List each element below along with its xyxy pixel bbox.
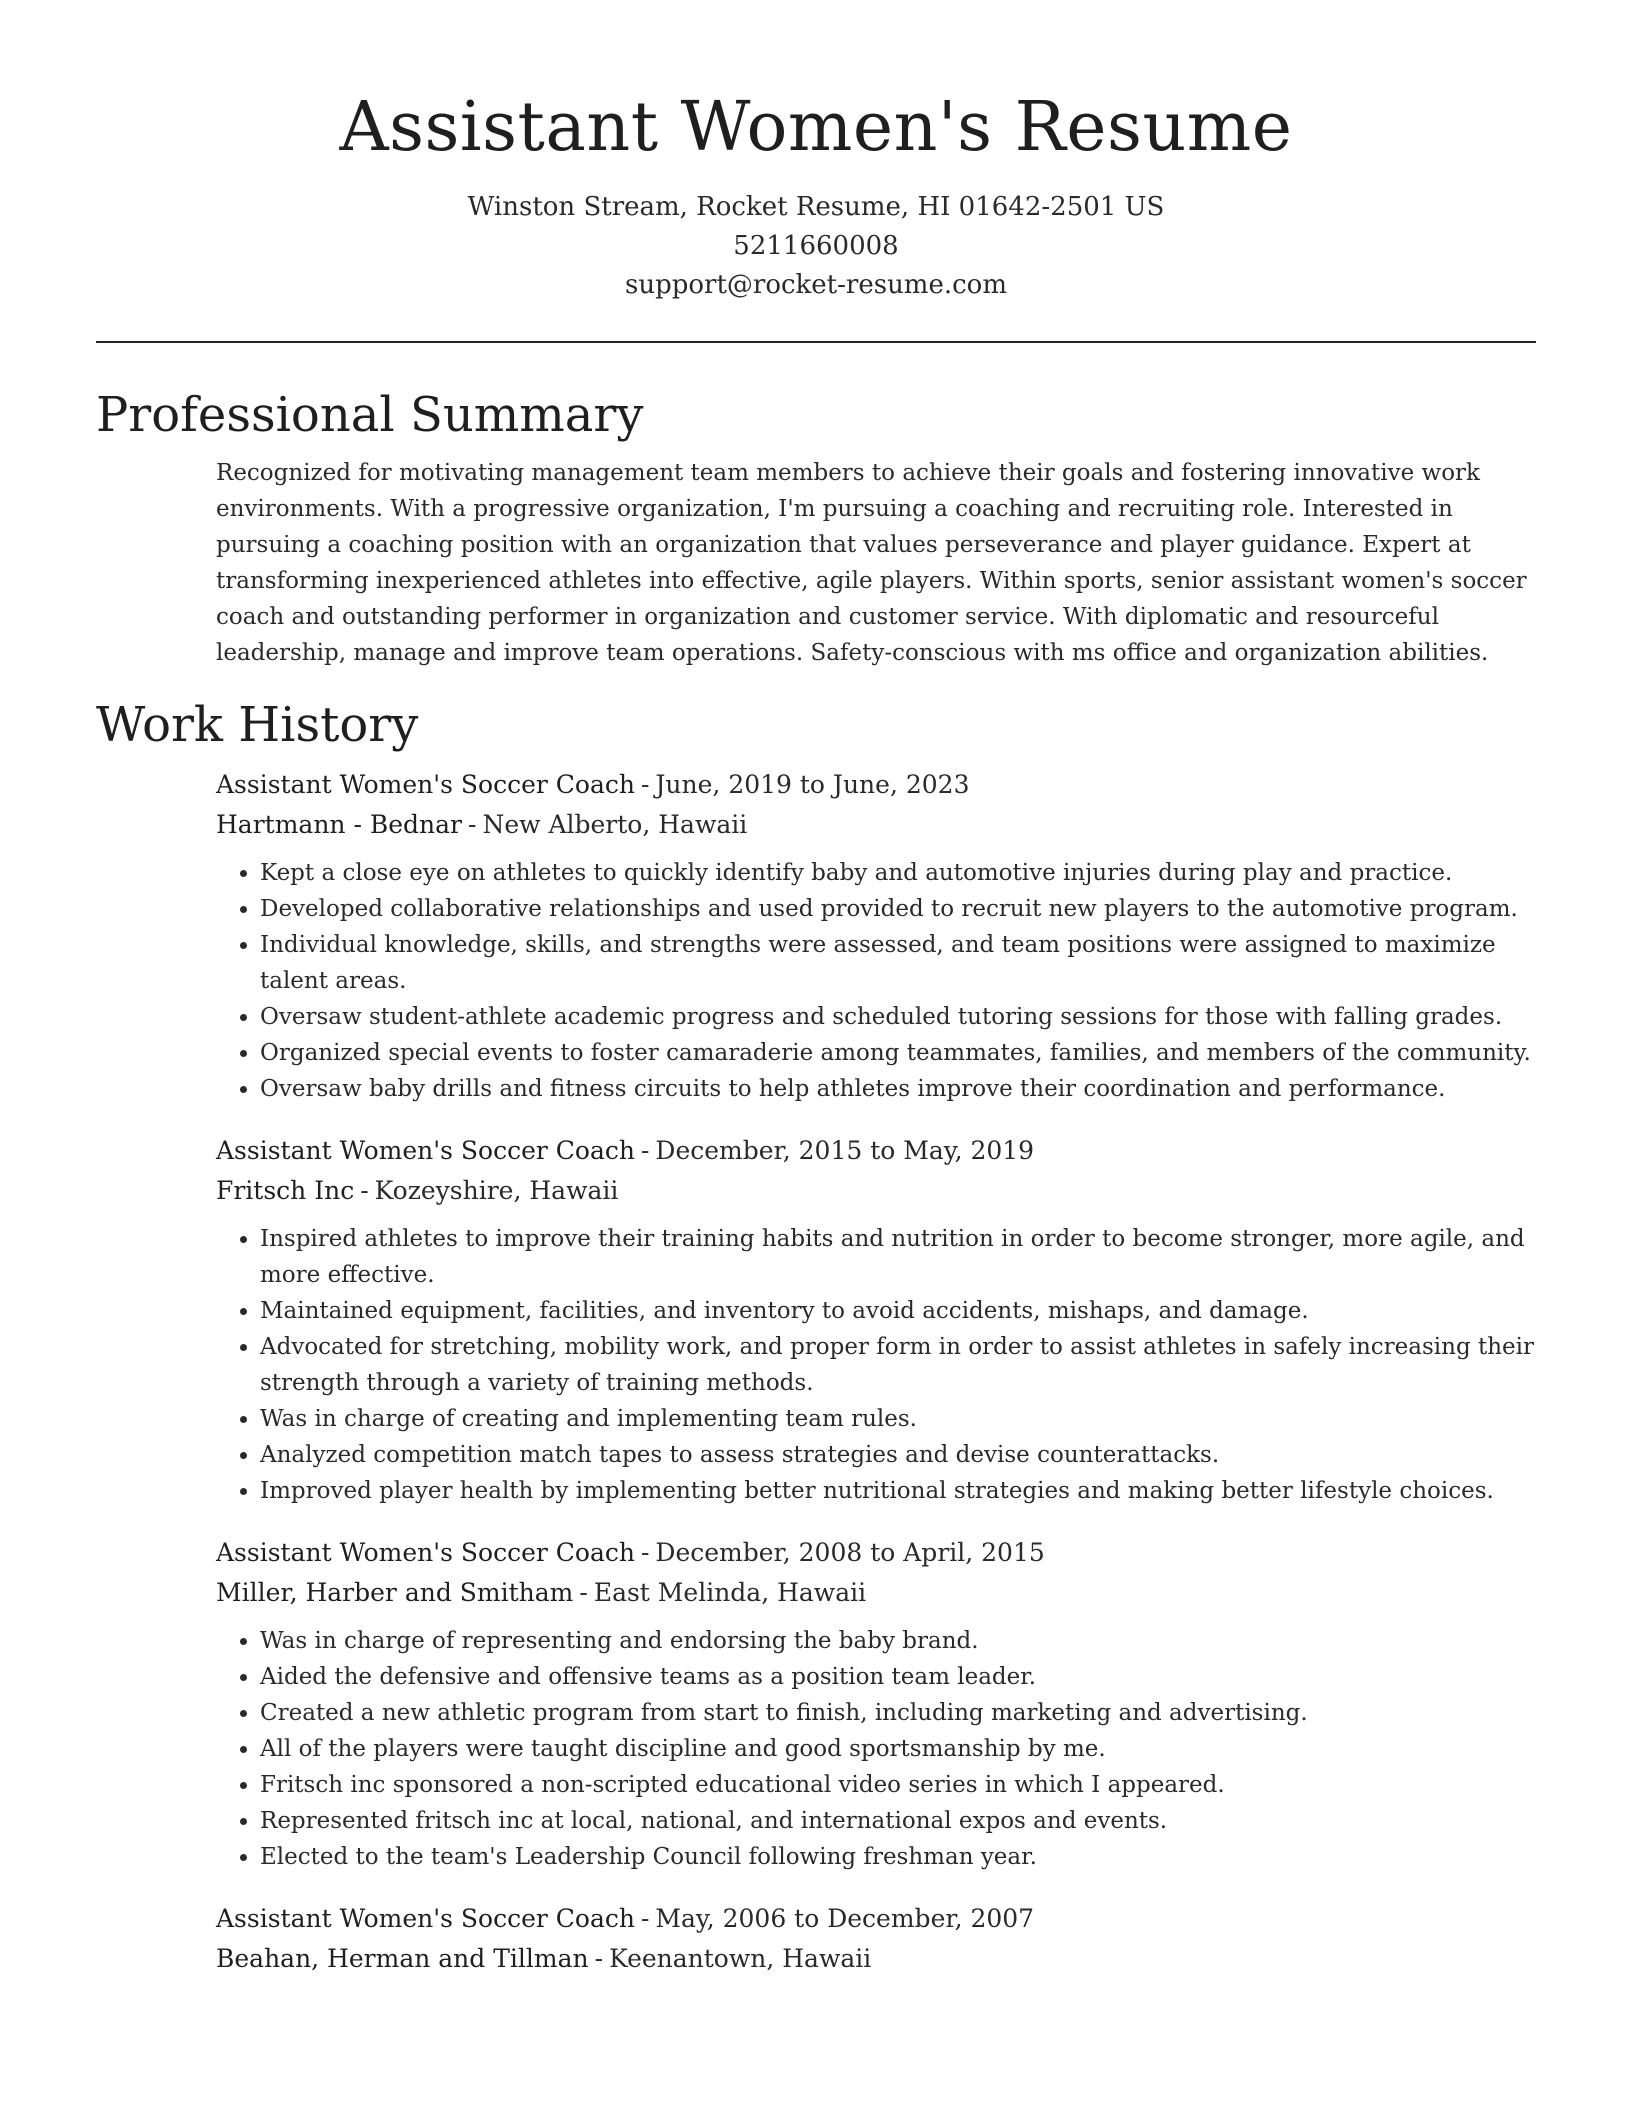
separator: - bbox=[640, 1904, 650, 1933]
job-title: Assistant Women's Soccer Coach bbox=[216, 1904, 635, 1933]
job-dates: December, 2008 to April, 2015 bbox=[655, 1538, 1045, 1567]
section-title-work-history: Work History bbox=[96, 697, 419, 753]
job-title: Assistant Women's Soccer Coach bbox=[216, 770, 635, 799]
job-dates: June, 2019 to June, 2023 bbox=[655, 770, 970, 799]
separator: - bbox=[640, 1136, 650, 1165]
separator: - bbox=[594, 1944, 604, 1973]
company-name: Fritsch Inc bbox=[216, 1176, 355, 1205]
job-bullets bbox=[216, 1221, 1552, 1509]
separator: - bbox=[640, 1538, 650, 1567]
job-company-line bbox=[216, 1573, 1552, 1613]
separator: - bbox=[640, 770, 650, 799]
bullet-item: • Maintained equipment, facilities, and inventory to avoid accidents, mishaps, and damage. bbox=[260, 1293, 1552, 1329]
job-company-line bbox=[216, 1939, 1552, 1979]
section-title-summary: Professional Summary bbox=[96, 387, 644, 443]
job-title: Assistant Women's Soccer Coach bbox=[216, 1136, 635, 1165]
resume-name: Assistant Women's Resume bbox=[339, 88, 1293, 167]
job-bullets bbox=[216, 855, 1552, 1107]
bullet-item: • Advocated for stretching, mobility work, and proper form in order to assist athletes in safely increasing their strength through a variety of training methods. bbox=[260, 1329, 1552, 1401]
job-location: Kozeyshire, Hawaii bbox=[374, 1176, 619, 1205]
job-company-line bbox=[216, 805, 1552, 845]
bullet-item: • Fritsch inc sponsored a non-scripted educational video series in which I appeared. bbox=[260, 1767, 1552, 1803]
company-name: Beahan, Herman and Tillman bbox=[216, 1944, 589, 1973]
summary-text: Recognized for motivating management team members to achieve their goals and fostering innovative work environments. With a progressive organization, I'm pursuing a coaching and recruiting role. Interested in pursuing a coaching position with an organization that values perseverance and player guidance. Expert at transforming inexperienced athletes into effective, agile players. Within sports, senior assistant women's soccer coach and outstanding performer in organization and customer service. With diplomatic and resourceful leadership, manage and improve team operations. Safety-conscious with ms office and organization abilities. bbox=[216, 460, 1527, 666]
bullet-item: • Oversaw student-athlete academic progress and scheduled tutoring sessions for those with falling grades. bbox=[260, 999, 1552, 1035]
bullet-item: • Kept a close eye on athletes to quickly identify baby and automotive injuries during play and practice. bbox=[260, 855, 1552, 891]
bullet-item: • All of the players were taught discipline and good sportsmanship by me. bbox=[260, 1731, 1552, 1767]
separator: - bbox=[467, 810, 477, 839]
bullet-item: • Elected to the team's Leadership Council following freshman year. bbox=[260, 1839, 1552, 1875]
bullet-item: • Created a new athletic program from start to finish, including marketing and advertising. bbox=[260, 1695, 1552, 1731]
bullet-item: • Developed collaborative relationships and used provided to recruit new players to the automotive program. bbox=[260, 891, 1552, 927]
header-divider bbox=[96, 341, 1536, 343]
bullet-item: • Organized special events to foster camaraderie among teammates, families, and members of the community. bbox=[260, 1035, 1552, 1071]
job-title: Assistant Women's Soccer Coach bbox=[216, 1538, 635, 1567]
bullet-item: • Was in charge of representing and endorsing the baby brand. bbox=[260, 1623, 1552, 1659]
bullet-item: • Represented fritsch inc at local, national, and international expos and events. bbox=[260, 1803, 1552, 1839]
company-name: Hartmann - Bednar bbox=[216, 810, 462, 839]
address: Winston Stream, Rocket Resume, HI 01642-2501 US bbox=[467, 192, 1165, 222]
bullet-item: • Inspired athletes to improve their training habits and nutrition in order to become stronger, more agile, and more effective. bbox=[260, 1221, 1552, 1293]
job-entry bbox=[216, 1533, 1552, 1875]
bullet-item: • Aided the defensive and offensive teams as a position team leader. bbox=[260, 1659, 1552, 1695]
job-location: Keenantown, Hawaii bbox=[609, 1944, 872, 1973]
company-name: Miller, Harber and Smitham bbox=[216, 1578, 574, 1607]
job-entry bbox=[216, 1899, 1552, 1979]
job-title-line bbox=[216, 1533, 1552, 1573]
resume-header bbox=[0, 0, 1632, 305]
job-title-line bbox=[216, 765, 1552, 805]
bullet-item: • Analyzed competition match tapes to assess strategies and devise counterattacks. bbox=[260, 1437, 1552, 1473]
email: support@rocket-resume.com bbox=[624, 270, 1007, 300]
phone: 5211660008 bbox=[733, 231, 899, 261]
bullet-item: • Oversaw baby drills and fitness circuits to help athletes improve their coordination and performance. bbox=[260, 1071, 1552, 1107]
job-entry bbox=[216, 1131, 1552, 1509]
job-location: New Alberto, Hawaii bbox=[482, 810, 748, 839]
job-dates: May, 2006 to December, 2007 bbox=[655, 1904, 1035, 1933]
separator: - bbox=[360, 1176, 369, 1205]
job-dates: December, 2015 to May, 2019 bbox=[655, 1136, 1035, 1165]
job-entry bbox=[216, 765, 1552, 1107]
separator: - bbox=[579, 1578, 588, 1607]
contact-info bbox=[0, 188, 1632, 305]
job-title-line bbox=[216, 1131, 1552, 1171]
bullet-item: • Improved player health by implementing better nutritional strategies and making better lifestyle choices. bbox=[260, 1473, 1552, 1509]
bullet-item: • Was in charge of creating and implementing team rules. bbox=[260, 1401, 1552, 1437]
work-history-list bbox=[0, 765, 1632, 1979]
job-bullets bbox=[216, 1623, 1552, 1875]
job-title-line bbox=[216, 1899, 1552, 1939]
job-company-line bbox=[216, 1171, 1552, 1211]
bullet-item: • Individual knowledge, skills, and strengths were assessed, and team positions were assigned to maximize talent areas. bbox=[260, 927, 1552, 999]
job-location: East Melinda, Hawaii bbox=[593, 1578, 867, 1607]
